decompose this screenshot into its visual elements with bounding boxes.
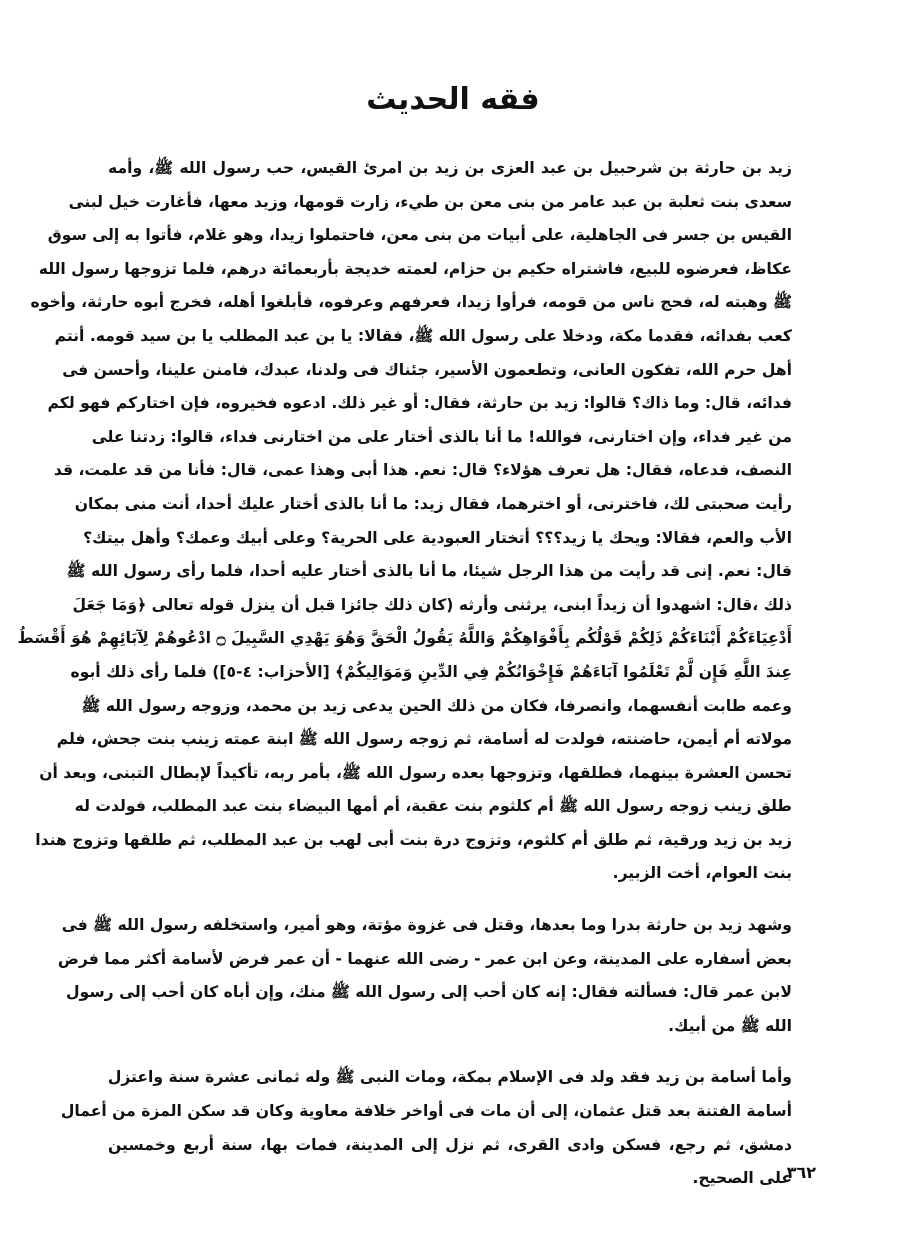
text-line: فدائه، قال: وما ذاك؟ قالوا: زيد بن حارثة، فقال: أو غير ذلك. ادعوه فخيروه، فإن اختاركم فهو لكم — [47, 394, 792, 413]
text-line: وأما أسامة بن زيد فقد ولد فى الإسلام بمكة، ومات النبى ﷺ وله ثمانى عشرة سنة واعتزل — [107, 1068, 792, 1087]
text-line: قال: نعم. إنى قد رأيت من هذا الرجل شيئا، ما أنا بالذى أختار عليه أحدا، فلما رأى رسول الله ﷺ — [66, 562, 792, 581]
text-line: زيد بن زيد ورقية، ثم طلق أم كلثوم، وتزوج درة بنت أبى لهب بن عبد المطلب، ثم طلقها وتزوج هندا — [35, 830, 792, 849]
text-line: عكاظ، فعرضوه للبيع، فاشتراه حكيم بن حزام، لعمته خديجة بأربعمائة درهم، فلما تزوجها رسول الله — [38, 259, 792, 278]
paragraph-zaid-biography — [17, 152, 816, 891]
page-number: ٣٦٢ — [786, 1163, 816, 1182]
text-line: وعمه طابت أنفسهما، وانصرفا، فكان من ذلك الحين يدعى زيد بن محمد، وزوجه رسول الله ﷺ — [81, 696, 792, 715]
text-line: لابن عمر قال: فسألته فقال: إنه كان أحب إلى رسول الله ﷺ منك، وإن أباه كان أحب إلى رسول — [66, 983, 792, 1002]
text-line: القيس بن جسر فى الجاهلية، على أبيات من بنى معن، فاحتملوا زيدا، وهو غلام، فأتوا به إلى سوق — [47, 226, 792, 245]
text-line: رأيت صحبتى لك، فاخترنى، أو اخترهما، فقال زيد: ما أنا بالذى أختار عليك أحدا، أنت منى بمكان — [74, 494, 792, 513]
text-line: الأب والعم، فقالا: ويحك يا زيد؟؟؟ أتختار العبودية على الحرية؟ وعلى أبيك وعمك؟ وأهل بيتك؟ — [83, 528, 792, 547]
text-line: على الصحيح. — [692, 1169, 792, 1188]
text-line: وشهد زيد بن حارثة بدرا وما بعدها، وقتل فى غزوة مؤتة، وهو أمير، واستخلفه رسول الله ﷺ فى — [61, 916, 792, 935]
page-body — [17, 152, 816, 1196]
text-line: زيد بن حارثة بن شرحبيل بن عبد العزى بن زيد بن امرئ القيس، حب رسول الله ﷺ، وأمه — [108, 159, 792, 177]
text-line: طلق زينب زوجه رسول الله ﷺ أم كلثوم بنت عقبة، أم أمها البيضاء بنت عبد المطلب، فولدت له — [74, 797, 792, 816]
text-line: أهل حرم الله، تفكون العانى، وتطعمون الأسير، جئناك فى ولدنا، عبدك، فامنن علينا، وأحسن فى — [62, 360, 792, 379]
text-line: أسامة الفتنة بعد قتل عثمان، إلى أن مات فى أواخر خلافة معاوية وكان قد سكن المزة من أعمال — [60, 1102, 792, 1121]
paragraph-usama-biography — [60, 1061, 816, 1195]
text-line: بعض أسفاره على المدينة، وعن ابن عمر - رضى الله عنهما - أن عمر فرض لأسامة أكثر مما فرض — [57, 949, 792, 968]
text-line: من غير فداء، وإن اختارنى، فوالله! ما أنا بالذى أختار على من اختارنى فداء، قالوا: زدتنا على — [91, 427, 792, 446]
text-line: مولاته أم أيمن، حاضنته، فولدت له أسامة، ثم زوجه رسول الله ﷺ ابنة عمته زينب بنت جحش، فلم — [56, 730, 792, 749]
text-line: النصف، فدعاه، فقال: هل تعرف هؤلاء؟ قال: نعم. هذا أبى وهذا عمى، قال: فأنا من قد علمت، قد — [53, 461, 792, 480]
page-title: فقه الحديث — [366, 82, 540, 117]
text-line: الله ﷺ من أبيك. — [668, 1016, 792, 1035]
text-line: ذلك ،قال: اشهدوا أن زيداً ابنى، يرثنى وأرثه (كان ذلك جائزا قبل أن ينزل قوله تعالى ﴿وَمَا جَعَلَ — [72, 595, 792, 614]
text-line: دمشق، ثم رجع، فسكن وادى القرى، ثم نزل إلى المدينة، فمات بها، سنة أربع وخمسين — [108, 1135, 792, 1154]
text-line: كعب بفدائه، فقدما مكة، ودخلا على رسول الله ﷺ، فقالا: يا بن عبد المطلب يا بن سيد قومه. أنتم — [54, 326, 792, 345]
text-line: تحسن العشرة بينهما، فطلقها، وتزوجها بعده رسول الله ﷺ، بأمر ربه، تأكيداً لإبطال التبنى، وبعد أن — [39, 763, 792, 782]
text-line: سعدى بنت ثعلبة بن عبد عامر من بنى معن بن طيء، زارت قومها، وزيد معها، فأغارت خيل لبنى — [68, 192, 792, 211]
text-line: ﷺ وهبته له، فحج ناس من قومه، فرأوا زيدا، فعرفهم وعرفوه، فأبلغوا أهله، فخرج أبوه حارثة، وأخوه — [30, 293, 792, 312]
text-line: بنت العوام، أخت الزبير. — [612, 864, 792, 883]
quran-verse-line: أَدْعِيَاءَكُمْ أَبْنَاءَكُمْ ذَلِكُمْ قَوْلُكُم بِأَفْوَاهِكُمْ وَاللَّهُ يَقُولُ الْحَقَّ وَهُوَ يَهْدِي السَّبِيلَ ۝ ادْعُوهُمْ لِآبَائِهِمْ هُوَ أَقْسَطُ — [17, 629, 792, 648]
paragraph-zaid-battles — [57, 909, 816, 1043]
quran-verse-line: عِندَ اللَّهِ فَإِن لَّمْ تَعْلَمُوا آبَاءَهُمْ فَإِخْوَانُكُمْ فِي الدِّينِ وَمَوَالِيكُمْ﴾ [الأحزاب: ٤-٥]) فلما رأى ذلك أبوه — [70, 662, 792, 681]
